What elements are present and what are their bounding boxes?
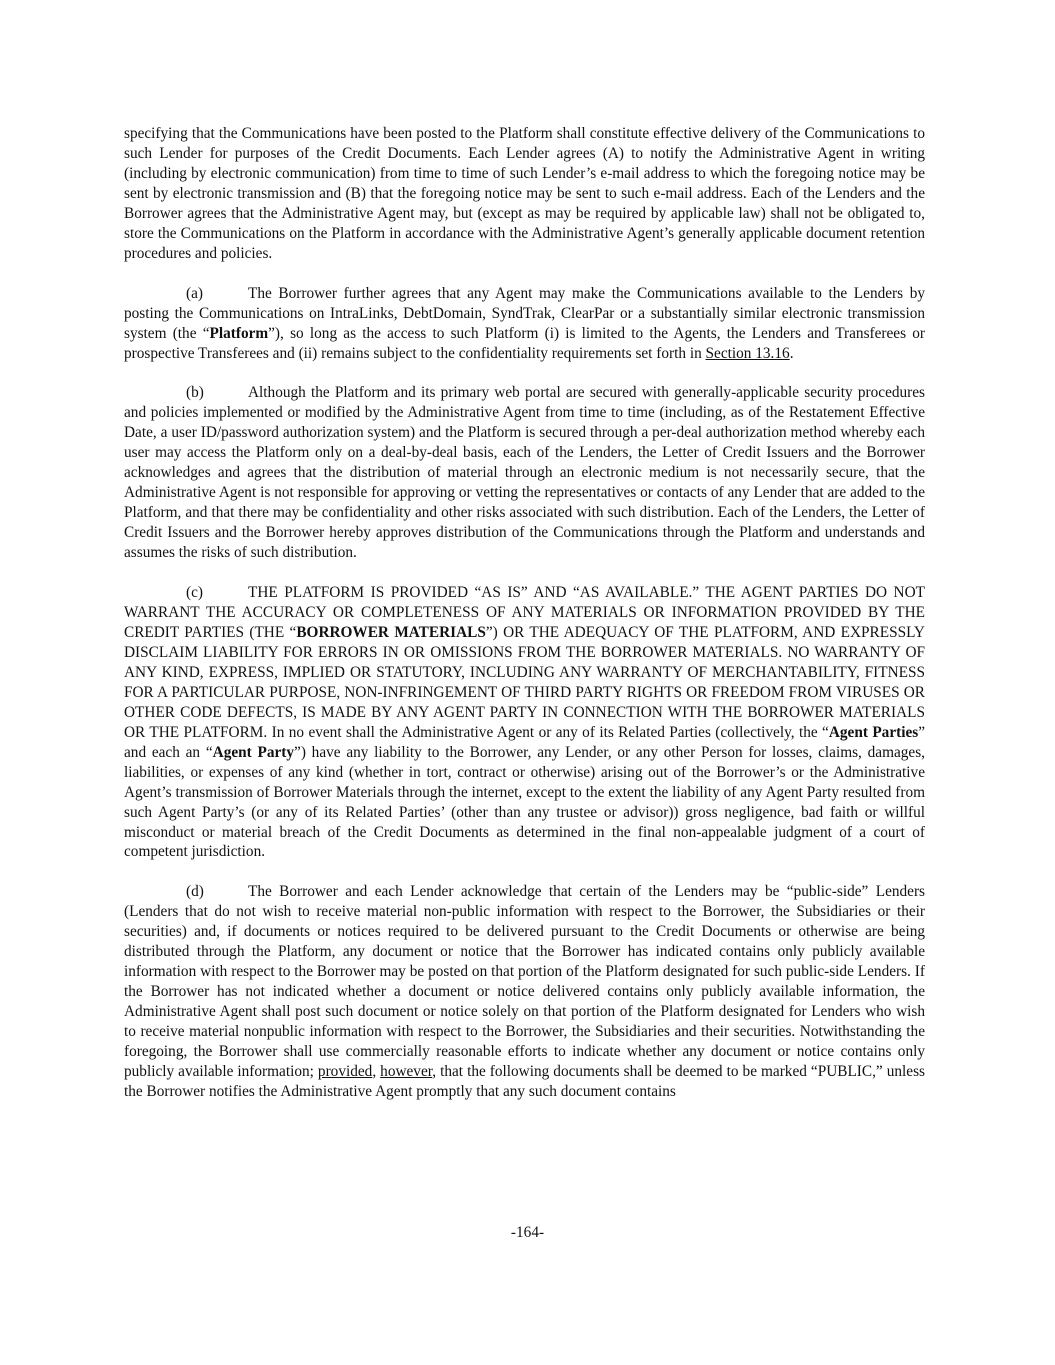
paragraph-a-text-3: . bbox=[789, 344, 794, 362]
section-reference: Section 13.16 bbox=[705, 344, 790, 362]
paragraph-d-separator: , bbox=[372, 1062, 381, 1080]
paragraph-b bbox=[124, 383, 925, 563]
paragraph-c-text-4: ”) have any liability to the Borrower, any Lender, or any other Person for losses, claims, damages, liabilities, or expenses of any kind (whether in tort, contract or otherwise) arising out of the Borrower’s or the Administrative Agent’s transmission of Borrower Materials through the internet, except to the extent the liability of any Agent Party resulted from such Agent Party’s (or any of its Related Parties’ (other than any trustee or advisor)) gross negligence, bad faith or willful misconduct or material breach of the Credit Documents as determined in the final non-appealable judgment of a court of competent jurisdiction. bbox=[124, 743, 925, 861]
paragraph-a-text-2: ”), so long as the access to such Platform (i) is limited to the Agents, the Lenders and Transferees or prospective Transferees and (ii) remains subject to the confidentiality requirements set forth in bbox=[124, 324, 925, 362]
provided-term: provided bbox=[317, 1062, 373, 1080]
paragraph-d bbox=[124, 882, 925, 1101]
defined-term-agent-party: Agent Party bbox=[212, 743, 295, 761]
paragraph-d-text-2: , that the following documents shall be deemed to be marked “PUBLIC,” unless the Borrower notifies the Administrative Agent promptly that any such document contains bbox=[124, 1062, 925, 1100]
paragraph-c-label: (c) bbox=[186, 584, 203, 602]
paragraph-c-text-1: THE PLATFORM IS PROVIDED “AS IS” AND “AS AVAILABLE.” THE AGENT PARTIES DO NOT WARRANT THE ACCURACY OR COMPLETENESS OF ANY MATERIALS OR INFORMATION PROVIDED BY THE CREDIT PARTIES (THE “ bbox=[124, 584, 925, 641]
paragraph-b-label: (b) bbox=[186, 384, 204, 402]
paragraph-c bbox=[124, 583, 925, 862]
paragraph-c-text-2: ”) OR THE ADEQUACY OF THE PLATFORM, AND EXPRESSLY DISCLAIM LIABILITY FOR ERRORS IN OR OMISSIONS FROM THE BORROWER MATERIALS. NO WARRANTY OF ANY KIND, EXPRESS, IMPLIED OR STATUTORY, INCLUDING ANY WARRANTY OF MERCHANTABILITY, FITNESS FOR A PARTICULAR PURPOSE, NON-INFRINGEMENT OF THIRD PARTY RIGHTS OR FREEDOM FROM VIRUSES OR OTHER CODE DEFECTS, IS MADE BY ANY AGENT PARTY IN CONNECTION WITH THE BORROWER MATERIALS OR THE PLATFORM. In no event shall the Administrative Agent or any of its Related Parties (collectively, the “ bbox=[124, 623, 925, 741]
paragraph-intro-text: specifying that the Communications have been posted to the Platform shall constitute effective delivery of the Communications to such Lender for purposes of the Credit Documents. Each Lender agrees (A) to notify the Administrative Agent in writing (including by electronic communication) from time to time of such Lender’s e-mail address to which the foregoing notice may be sent by electronic transmission and (B) that the foregoing notice may be sent to such e-mail address. Each of the Lenders and the Borrower agrees that the Administrative Agent may, but (except as may be required by applicable law) shall not be obligated to, store the Communications on the Platform in accordance with the Administrative Agent’s generally applicable document retention procedures and policies. bbox=[124, 125, 925, 262]
paragraph-a bbox=[124, 284, 925, 364]
defined-term-agent-parties: Agent Parties bbox=[828, 723, 919, 741]
paragraph-d-text-1: The Borrower and each Lender acknowledge that certain of the Lenders may be “public-side” Lenders (Lenders that do not wish to receive material non-public information with respect to the Borrower, the Subsidiaries or their securities) and, if documents or notices required to be delivered pursuant to the Credit Documents or otherwise are being distributed through the Platform, any document or notice that the Borrower has indicated contains only publicly available information with respect to the Borrower may be posted on that portion of the Platform designated for such public-side Lenders. If the Borrower has not indicated whether a document or notice delivered contains only publicly available information, the Administrative Agent shall post such document or notice solely on that portion of the Platform designated for Lenders who wish to receive material nonpublic information with respect to the Borrower, the Subsidiaries and their securities. Notwithstanding the foregoing, the Borrower shall use commercially reasonable efforts to indicate whether any document or notice contains only publicly available information; bbox=[124, 883, 925, 1080]
paragraph-a-label: (a) bbox=[186, 284, 203, 302]
paragraph-a-text-1: The Borrower further agrees that any Agent may make the Communications available to the Lenders by posting the Communications on IntraLinks, DebtDomain, SyndTrak, ClearPar or a substantially similar electronic transmission system (the “ bbox=[124, 284, 925, 342]
paragraph-d-label: (d) bbox=[186, 883, 204, 901]
defined-term-platform: Platform bbox=[209, 324, 269, 342]
defined-term-borrower-materials: BORROWER MATERIALS bbox=[296, 623, 486, 641]
however-term: however bbox=[380, 1062, 433, 1080]
paragraph-intro bbox=[124, 124, 925, 264]
paragraph-b-text: Although the Platform and its primary web portal are secured with generally-applicable security procedures and policies implemented or modified by the Administrative Agent from time to time (including, as of the Restatement Effective Date, a user ID/password authorization system) and the Platform is secured through a per-deal authorization method whereby each user may access the Platform only on a deal-by-deal basis, each of the Lenders, the Letter of Credit Issuers and the Borrower acknowledges and agrees that the distribution of material through an electronic medium is not necessarily secure, that the Administrative Agent is not responsible for approving or vetting the representatives or contacts of any Lender that are added to the Platform, and that there may be confidentiality and other risks associated with such distribution. Each of the Lenders, the Letter of Credit Issuers and the Borrower hereby approves distribution of the Communications through the Platform and understands and assumes the risks of such distribution. bbox=[124, 384, 925, 562]
document-body bbox=[124, 124, 925, 1122]
paragraph-c-text-3: ” and each an “ bbox=[124, 723, 925, 761]
page-number: -164- bbox=[510, 1224, 545, 1241]
